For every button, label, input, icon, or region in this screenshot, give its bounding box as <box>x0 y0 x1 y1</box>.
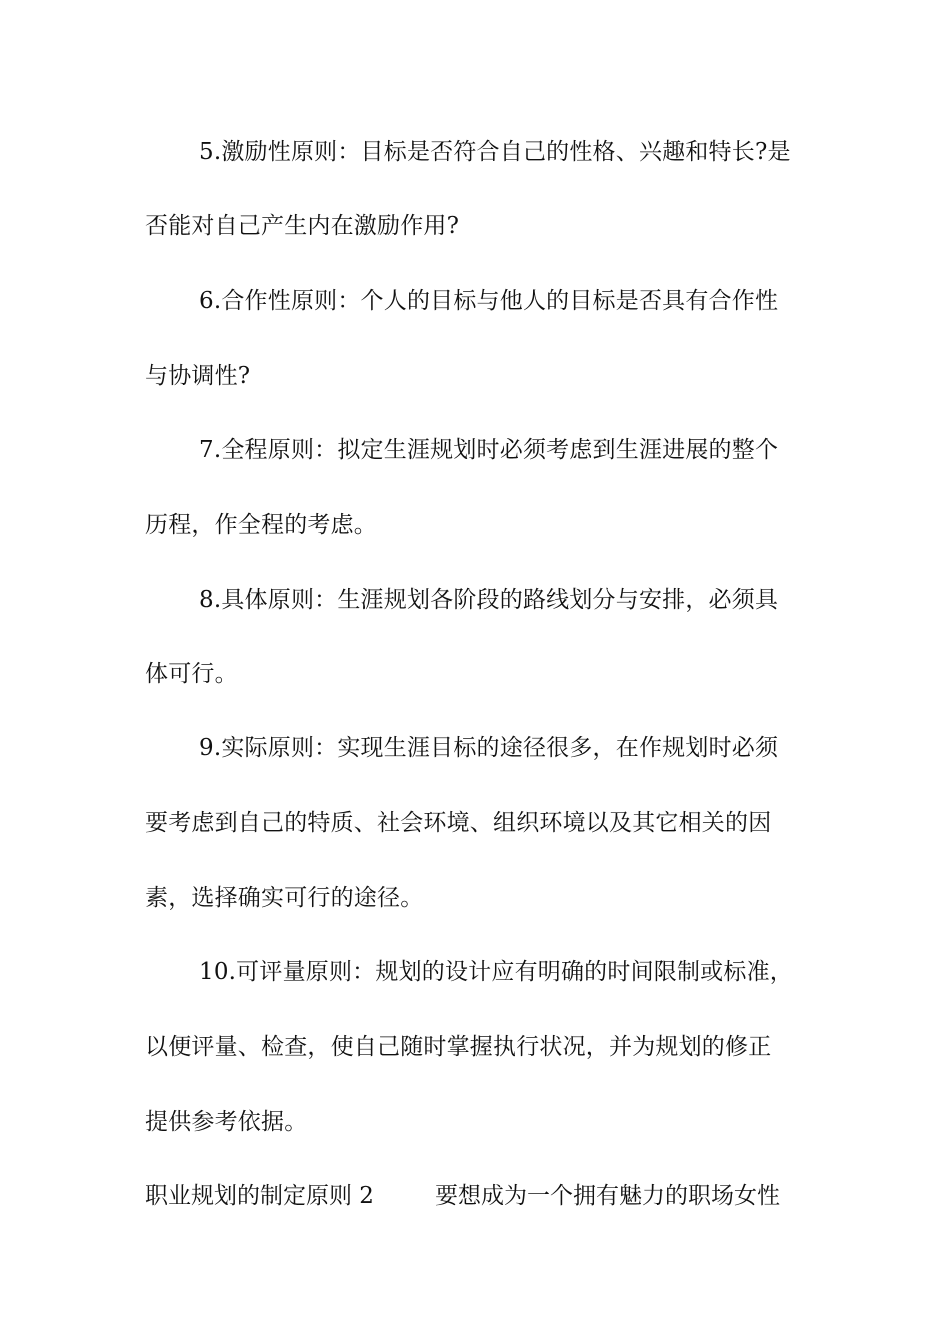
paragraph-line: 历程，作全程的考虑。 <box>145 512 377 538</box>
paragraph-line: 否能对自己产生内在激励作用? <box>145 213 460 239</box>
paragraph-line: 体可行。 <box>145 661 238 687</box>
paragraph-line: 要考虑到自己的特质、社会环境、组织环境以及其它相关的因 <box>145 810 772 836</box>
section-heading-title: 职业规划的制定原则 2 <box>145 1183 374 1209</box>
paragraph-line: 7.全程原则：拟定生涯规划时必须考虑到生涯进展的整个 <box>199 437 779 463</box>
paragraph-line: 5.激励性原则：目标是否符合自己的性格、兴趣和特长?是 <box>199 139 791 165</box>
paragraph-line: 以便评量、检查，使自己随时掌握执行状况，并为规划的修正 <box>145 1034 772 1060</box>
paragraph-line: 9.实际原则：实现生涯目标的途径很多，在作规划时必须 <box>199 735 779 761</box>
paragraph-line: 8.具体原则：生涯规划各阶段的路线划分与安排，必须具 <box>199 587 779 613</box>
paragraph-line: 提供参考依据。 <box>145 1109 308 1135</box>
paragraph-line: 10.可评量原则：规划的设计应有明确的时间限制或标准， <box>199 959 793 985</box>
paragraph-line: 6.合作性原则：个人的目标与他人的目标是否具有合作性 <box>199 288 779 314</box>
section-heading-text: 要想成为一个拥有魅力的职场女性 <box>435 1183 780 1209</box>
section-heading-line <box>145 1181 810 1211</box>
paragraph-line: 与协调性? <box>145 363 251 389</box>
paragraph-line: 素，选择确实可行的途径。 <box>145 885 424 911</box>
